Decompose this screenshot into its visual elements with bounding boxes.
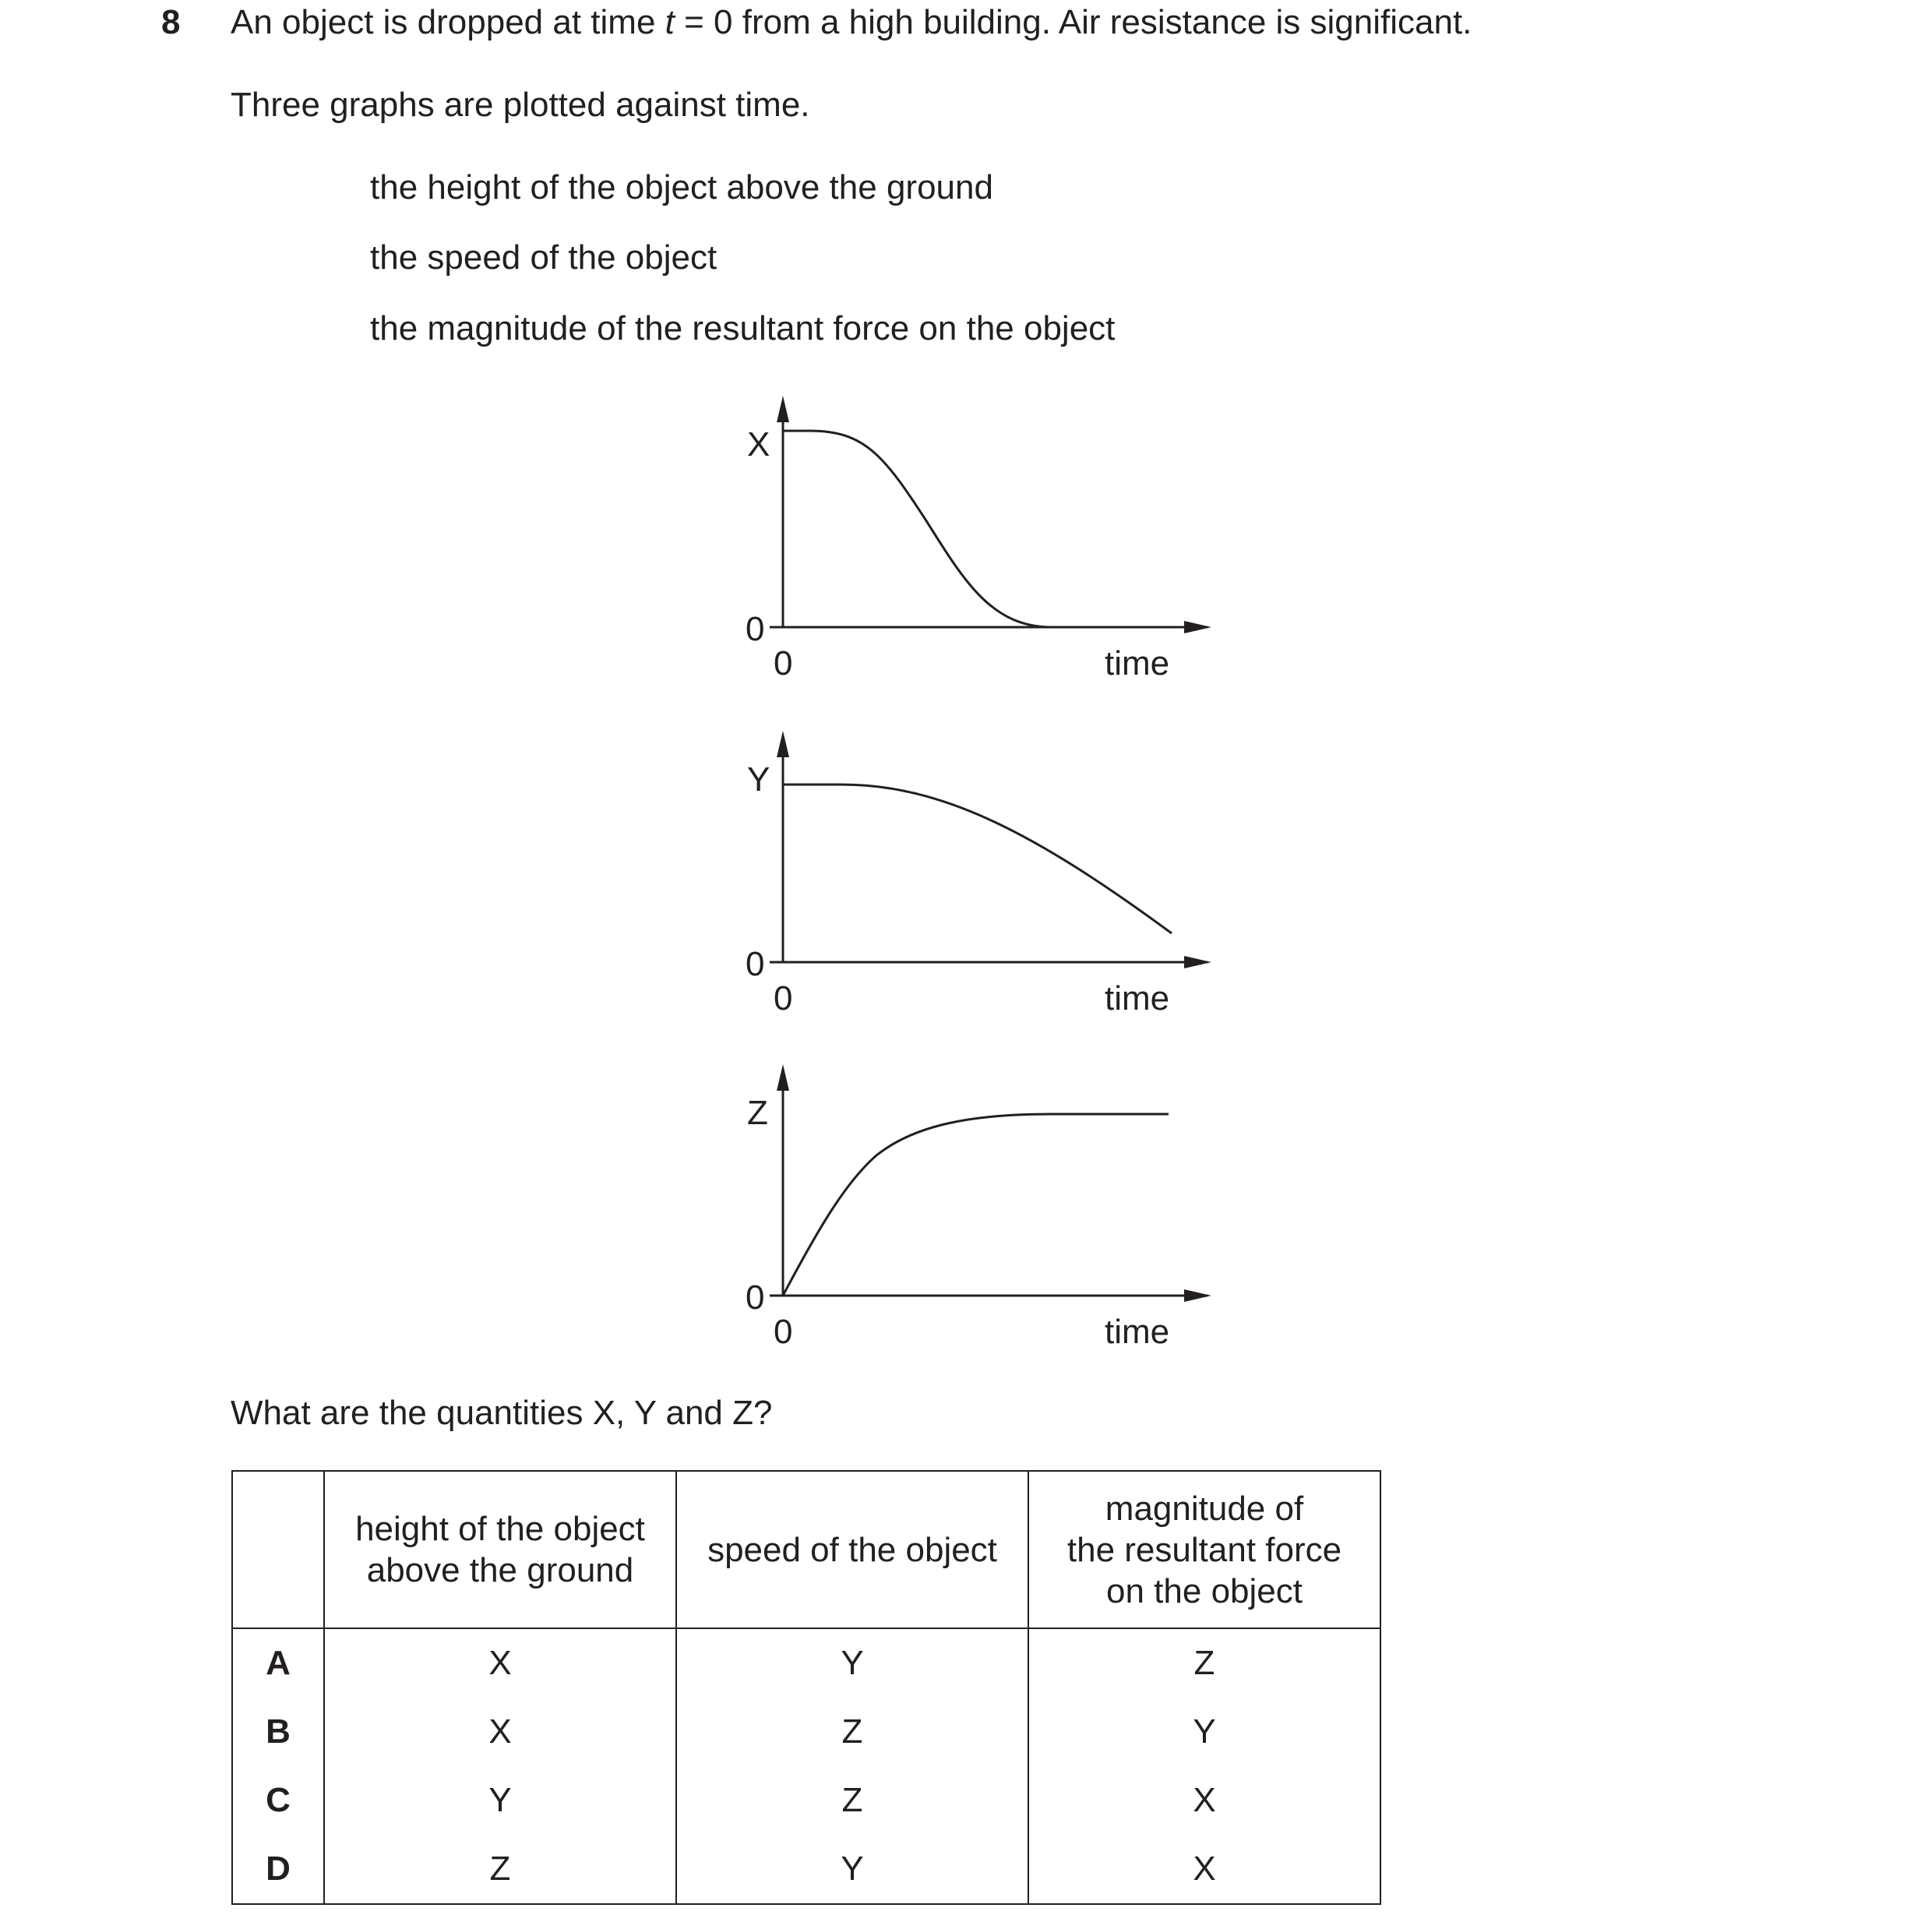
question-prompt: What are the quantities X, Y and Z? bbox=[231, 1394, 773, 1432]
graph-y-ylabel: Y bbox=[747, 760, 770, 799]
header-force: magnitude of the resultant force on the object bbox=[1028, 1471, 1380, 1628]
x-axis-arrow bbox=[1184, 956, 1211, 968]
cell-speed: Y bbox=[676, 1835, 1028, 1904]
graph-z-ylabel: Z bbox=[747, 1094, 768, 1132]
graph-z-origin-y: 0 bbox=[746, 1278, 765, 1317]
cell-height: X bbox=[324, 1698, 676, 1766]
quantity-item-speed: the speed of the object bbox=[370, 238, 717, 277]
graph-y-origin-y: 0 bbox=[746, 945, 765, 983]
question-intro: Three graphs are plotted against time. bbox=[231, 86, 810, 124]
graph-z-origin-x: 0 bbox=[774, 1313, 793, 1351]
cell-force: Z bbox=[1028, 1628, 1380, 1698]
curve-z bbox=[783, 1114, 1169, 1296]
y-axis-arrow bbox=[777, 731, 789, 757]
graph-x-ylabel: X bbox=[747, 425, 770, 464]
graph-x-origin-x: 0 bbox=[774, 644, 793, 682]
graph-y bbox=[724, 725, 1231, 1052]
quantity-item-height: the height of the object above the ground bbox=[370, 168, 993, 206]
stem-before: An object is dropped at time bbox=[231, 3, 665, 41]
quantity-item-force: the magnitude of the resultant force on the object bbox=[370, 309, 1116, 347]
graph-x-svg bbox=[724, 390, 1231, 717]
x-axis-arrow bbox=[1184, 1289, 1211, 1302]
cell-height: Y bbox=[324, 1766, 676, 1835]
cell-force: Y bbox=[1028, 1698, 1380, 1766]
option-letter: D bbox=[232, 1835, 324, 1904]
graph-z bbox=[724, 1058, 1231, 1385]
option-row-b[interactable] bbox=[232, 1698, 1380, 1766]
question-number: 8 bbox=[161, 3, 181, 41]
cell-speed: Z bbox=[676, 1698, 1028, 1766]
cell-height: Z bbox=[324, 1835, 676, 1904]
graph-y-svg bbox=[724, 725, 1231, 1052]
header-speed: speed of the object bbox=[676, 1471, 1028, 1628]
option-letter: B bbox=[232, 1698, 324, 1766]
option-row-d[interactable] bbox=[232, 1835, 1380, 1904]
question-stem bbox=[231, 3, 1472, 42]
cell-speed: Z bbox=[676, 1766, 1028, 1835]
graph-z-xlabel: time bbox=[1105, 1313, 1170, 1351]
graph-x bbox=[724, 390, 1231, 717]
x-axis-arrow bbox=[1184, 621, 1211, 633]
stem-variable-t: t bbox=[665, 3, 675, 41]
graph-y-origin-x: 0 bbox=[774, 979, 793, 1017]
graph-y-xlabel: time bbox=[1105, 979, 1170, 1017]
options-table bbox=[231, 1470, 1381, 1905]
table-header-row bbox=[232, 1471, 1380, 1628]
cell-height: X bbox=[324, 1628, 676, 1698]
cell-force: X bbox=[1028, 1835, 1380, 1904]
curve-x bbox=[783, 431, 1075, 627]
option-letter: C bbox=[232, 1766, 324, 1835]
curve-y bbox=[783, 785, 1172, 933]
header-height: height of the object above the ground bbox=[324, 1471, 676, 1628]
option-row-a[interactable] bbox=[232, 1628, 1380, 1698]
graph-x-origin-y: 0 bbox=[746, 610, 765, 648]
graph-z-svg bbox=[724, 1058, 1231, 1385]
graph-x-xlabel: time bbox=[1105, 644, 1170, 682]
y-axis-arrow bbox=[777, 1064, 789, 1091]
option-row-c[interactable] bbox=[232, 1766, 1380, 1835]
cell-speed: Y bbox=[676, 1628, 1028, 1698]
y-axis-arrow bbox=[777, 396, 789, 422]
stem-after: = 0 from a high building. Air resistance is significant. bbox=[674, 3, 1472, 41]
option-letter: A bbox=[232, 1628, 324, 1698]
header-blank bbox=[232, 1471, 324, 1628]
cell-force: X bbox=[1028, 1766, 1380, 1835]
